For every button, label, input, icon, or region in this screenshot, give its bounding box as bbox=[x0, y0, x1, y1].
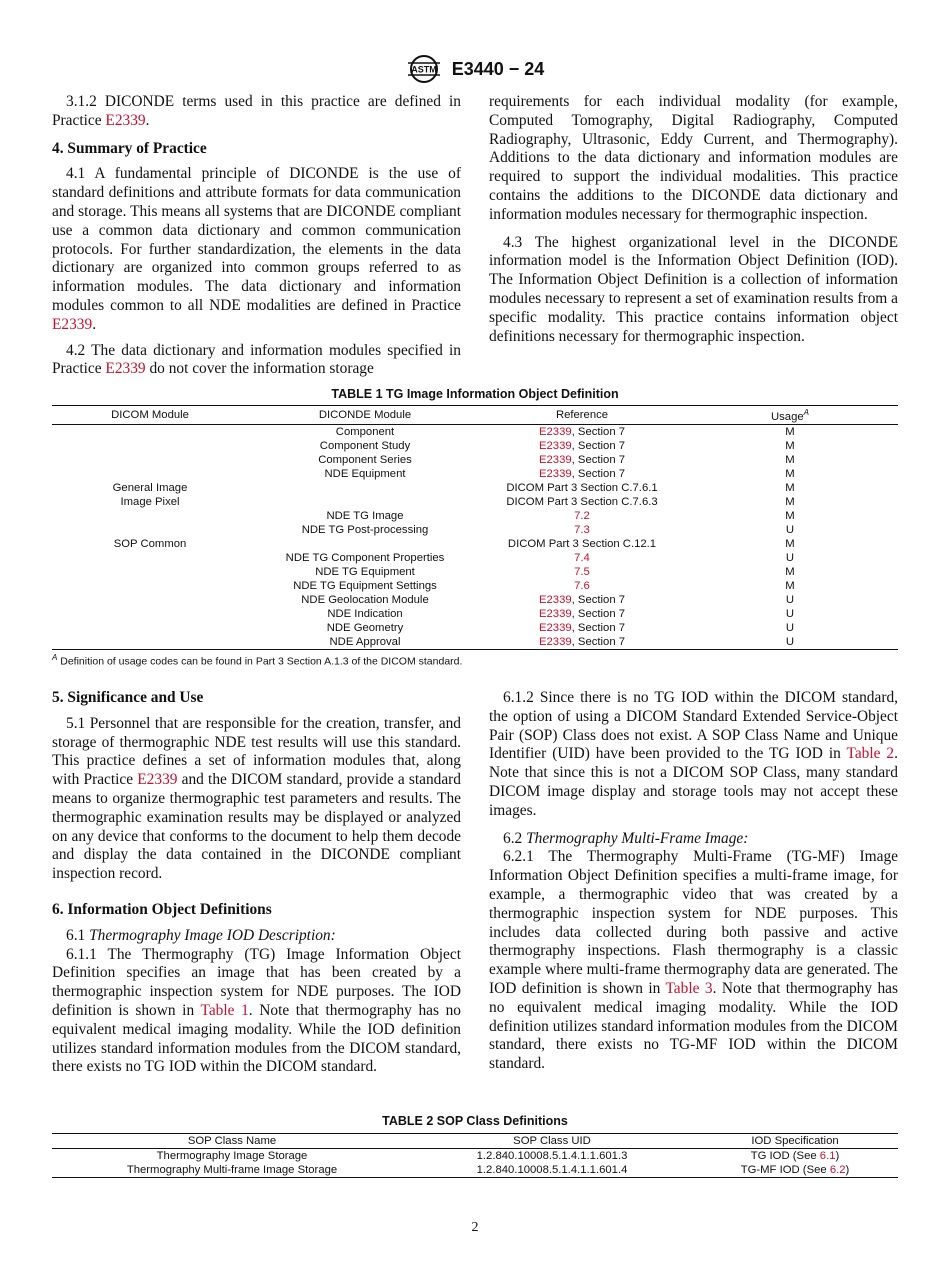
diconde-module-cell: Component bbox=[335, 425, 395, 438]
table-1-row bbox=[52, 509, 898, 523]
dicom-module-cell bbox=[52, 607, 248, 621]
diconde-module-cell bbox=[248, 481, 482, 495]
table-1-header: DICOM Module bbox=[52, 406, 248, 425]
diconde-module-cell: NDE TG Equipment bbox=[315, 565, 415, 578]
reference-link[interactable]: 7.2 bbox=[574, 509, 590, 522]
usage-cell: U bbox=[682, 635, 898, 650]
reference-link[interactable]: 7.3 bbox=[574, 523, 590, 536]
reference-link[interactable]: E2339 bbox=[538, 453, 572, 466]
link-table-3[interactable]: Table 3 bbox=[665, 979, 713, 997]
dicom-module-cell bbox=[52, 565, 248, 579]
link-e2339[interactable]: E2339 bbox=[137, 771, 178, 789]
paragraph-6-1-2: 6.1.2 Since there is no TG IOD within the DICOM standard, the option of using a DICOM Standard Extended Service-Object Pair (SOP) Class does not exist. A SOP Class Name and Unique Identifier (UID) have been provided to the TG IOD in Table 2. Note that since this is not a DICOM SOP Class, many standard DICOM image display and storage tools may not accept these images. bbox=[489, 689, 898, 819]
usage-cell: M bbox=[785, 467, 795, 480]
dicom-module-cell: Image Pixel bbox=[120, 495, 180, 508]
usage-cell: U bbox=[785, 607, 795, 620]
astm-logo-icon bbox=[406, 54, 442, 84]
usage-cell: U bbox=[785, 523, 795, 536]
iod-spec-text: ) bbox=[835, 1150, 840, 1162]
bottom-left-column bbox=[52, 689, 461, 1077]
paragraph-6-1-1: 6.1.1 The Thermography (TG) Image Information Object Definition specifies an image that has been created by a thermographic inspection system for NDE purposes. The IOD definition is shown in Table 1. Note that thermography has no equivalent medical imaging modality. While the IOD definition utilizes standard information modules from the DICOM standard, there exists no TG IOD within the DICOM standard. bbox=[52, 945, 461, 1076]
diconde-module-cell: Component Study bbox=[319, 439, 411, 452]
paragraph-3-1-2: 3.1.2 DICONDE terms used in this practice are defined in Practice E2339. bbox=[52, 93, 461, 129]
link-table-2[interactable]: Table 2 bbox=[846, 745, 895, 763]
paragraph-6-1: 6.1 Thermography Image IOD Description: bbox=[66, 926, 336, 944]
dicom-module-cell bbox=[52, 509, 248, 523]
iod-spec-text: TG IOD (See bbox=[750, 1150, 820, 1162]
top-right-column bbox=[489, 93, 898, 346]
table-1-footnote: $^A$ Definition of usage codes can be found in Part 3 Section A.1.3 of the DICOM standard. bbox=[52, 653, 463, 668]
link-table-1[interactable]: Table 1 bbox=[200, 1001, 249, 1019]
usage-cell: M bbox=[785, 495, 795, 508]
table-1-header: Usage$^A$ bbox=[682, 406, 898, 425]
reference-text: DICOM Part 3 Section C.7.6.1 bbox=[506, 481, 658, 494]
reference-link[interactable]: 7.4 bbox=[574, 551, 590, 564]
table-1-row bbox=[52, 481, 898, 495]
diconde-module-cell: NDE Geometry bbox=[326, 621, 404, 634]
table-2-row bbox=[52, 1163, 898, 1178]
reference-link[interactable]: E2339 bbox=[538, 621, 572, 634]
usage-cell: M bbox=[785, 481, 795, 494]
table-1-row bbox=[52, 523, 898, 537]
page-header bbox=[0, 54, 950, 84]
table-1-row bbox=[52, 439, 898, 453]
table-1-row bbox=[52, 607, 898, 621]
reference-text: , Section 7 bbox=[571, 635, 626, 648]
sop-class-uid-cell: 1.2.840.10008.5.1.4.1.1.601.4 bbox=[412, 1163, 692, 1178]
reference-text: , Section 7 bbox=[571, 453, 626, 466]
sop-class-name-cell: Thermography Image Storage bbox=[156, 1150, 308, 1162]
diconde-module-cell bbox=[248, 495, 482, 509]
table-1-title: TABLE 1 TG Image Information Object Definition bbox=[331, 387, 619, 401]
paragraph-4-2-continued: requirements for each individual modality (for example, Computed Tomography, Digital Radiography, Computed Radiography, Ultrasonic, Eddy Current, and Thermography). Additions to the data dictionary and information modules are required to support the individual modalities. This practice contains the additions to the DICONDE data dictionary and information modules necessary for thermographic inspection. bbox=[489, 93, 898, 223]
diconde-module-cell: NDE TG Equipment Settings bbox=[293, 579, 437, 592]
table-1-row bbox=[52, 635, 898, 650]
dicom-module-cell bbox=[52, 453, 248, 467]
table-1-row bbox=[52, 453, 898, 467]
dicom-module-cell bbox=[52, 439, 248, 453]
reference-text: , Section 7 bbox=[571, 425, 626, 438]
logo-text: ASTM bbox=[410, 64, 437, 75]
table-2-row bbox=[52, 1149, 898, 1164]
reference-link[interactable]: E2339 bbox=[538, 439, 572, 452]
table-1-row bbox=[52, 424, 898, 439]
reference-cell bbox=[482, 453, 682, 467]
diconde-module-cell: NDE TG Component Properties bbox=[285, 551, 445, 564]
reference-text: , Section 7 bbox=[571, 593, 626, 606]
paragraph-5-1: 5.1 Personnel that are responsible for the creation, transfer, and storage of thermographic NDE test results will use this standard. This practice defines a set of information modules that, along with Practice E2339 and the DICOM standard, provide a standard means to organize thermographic test parameters and results. The thermographic examination results may be displayed or analyzed on any device that conforms to the document to help them decode and display the data contained in the DICONDE compliant inspection record. bbox=[52, 714, 461, 883]
reference-link[interactable]: 7.5 bbox=[574, 565, 590, 578]
iod-spec-cell bbox=[692, 1163, 898, 1178]
table-1-row bbox=[52, 593, 898, 607]
dicom-module-cell bbox=[52, 593, 248, 607]
iod-spec-text: TG-MF IOD (See bbox=[740, 1164, 830, 1176]
table-1-row bbox=[52, 495, 898, 509]
section-6-heading: 6. Information Object Definitions bbox=[52, 900, 272, 918]
reference-text: DICOM Part 3 Section C.7.6.3 bbox=[506, 495, 658, 508]
diconde-module-cell: NDE Indication bbox=[327, 607, 403, 620]
dicom-module-cell bbox=[52, 424, 248, 439]
link-e2339[interactable]: E2339 bbox=[105, 360, 146, 378]
table-1-row bbox=[52, 551, 898, 565]
page-number: 2 bbox=[471, 1220, 479, 1235]
reference-link[interactable]: E2339 bbox=[538, 467, 572, 480]
reference-text: , Section 7 bbox=[571, 467, 626, 480]
paragraph-6-2: 6.2 Thermography Multi-Frame Image: bbox=[503, 829, 749, 847]
reference-cell bbox=[482, 424, 682, 439]
table-1-row bbox=[52, 621, 898, 635]
usage-cell: M bbox=[785, 565, 795, 578]
standard-designation: E3440 − 24 bbox=[451, 58, 545, 79]
diconde-module-cell: Component Series bbox=[318, 453, 412, 466]
reference-cell bbox=[482, 467, 682, 481]
reference-cell bbox=[482, 523, 682, 537]
dicom-module-cell bbox=[52, 467, 248, 481]
reference-cell bbox=[482, 579, 682, 593]
sop-class-name-cell: Thermography Multi-frame Image Storage bbox=[52, 1163, 412, 1178]
dicom-module-cell bbox=[52, 621, 248, 635]
paragraph-6-2-1: 6.2.1 The Thermography Multi-Frame (TG-MF) Image Information Object Definition specifies a multi-frame image, for example, a thermographic video that was created by a thermographic inspection system for NDE purposes. This includes data collected during both passive and active thermography inspections. Flash thermography is a classic example where multi-frame thermography data are generated. The IOD definition is shown in Table 3. Note that thermography has no equivalent medical imaging modality. While the IOD definition utilizes standard information modules from the DICOM standard, there exists no TG-MF IOD within the DICOM standard. bbox=[489, 848, 898, 1073]
usage-cell: M bbox=[785, 509, 795, 522]
diconde-module-cell: NDE Equipment bbox=[324, 467, 406, 480]
reference-cell bbox=[482, 621, 682, 635]
reference-link[interactable]: E2339 bbox=[538, 635, 572, 648]
table-1-header: DICONDE Module bbox=[248, 406, 482, 425]
iod-spec-text: ) bbox=[845, 1164, 850, 1176]
reference-cell bbox=[482, 551, 682, 565]
reference-text: , Section 7 bbox=[571, 607, 626, 620]
dicom-module-cell bbox=[52, 635, 248, 650]
table-2-header: IOD Specification bbox=[692, 1134, 898, 1149]
iod-spec-cell bbox=[692, 1149, 898, 1164]
reference-cell bbox=[482, 495, 682, 509]
table-1 bbox=[52, 405, 898, 650]
reference-cell bbox=[482, 481, 682, 495]
usage-cell: U bbox=[785, 621, 795, 634]
reference-link[interactable]: 7.6 bbox=[574, 579, 590, 592]
reference-cell bbox=[482, 635, 682, 650]
reference-text: DICOM Part 3 Section C.12.1 bbox=[507, 537, 657, 550]
usage-cell: M bbox=[785, 579, 795, 592]
reference-link[interactable]: E2339 bbox=[538, 425, 572, 438]
usage-cell: M bbox=[785, 425, 795, 438]
reference-cell bbox=[482, 537, 682, 551]
link-e2339[interactable]: E2339 bbox=[105, 111, 146, 129]
usage-cell: M bbox=[785, 453, 795, 466]
table-2 bbox=[52, 1133, 898, 1178]
usage-cell: U bbox=[785, 593, 795, 606]
reference-cell bbox=[482, 509, 682, 523]
usage-cell: M bbox=[785, 537, 795, 550]
table-1-row bbox=[52, 565, 898, 579]
table-1-row bbox=[52, 579, 898, 593]
reference-cell bbox=[482, 565, 682, 579]
section-4-heading: 4. Summary of Practice bbox=[52, 139, 207, 157]
dicom-module-cell bbox=[52, 551, 248, 565]
usage-cell: M bbox=[785, 439, 795, 452]
bottom-right-column bbox=[489, 689, 898, 1074]
dicom-module-cell bbox=[52, 579, 248, 593]
dicom-module-cell bbox=[52, 523, 248, 537]
reference-text: , Section 7 bbox=[571, 439, 626, 452]
reference-cell bbox=[482, 593, 682, 607]
iod-spec-link[interactable]: 6.2 bbox=[829, 1164, 846, 1176]
dicom-module-cell: General Image bbox=[112, 481, 188, 494]
diconde-module-cell: NDE Geolocation Module bbox=[301, 593, 429, 606]
reference-link[interactable]: E2339 bbox=[538, 607, 572, 620]
table-2-header: SOP Class Name bbox=[52, 1134, 412, 1149]
reference-text: , Section 7 bbox=[571, 621, 626, 634]
sop-class-uid-cell: 1.2.840.10008.5.1.4.1.1.601.3 bbox=[476, 1150, 628, 1162]
reference-cell bbox=[482, 607, 682, 621]
reference-link[interactable]: E2339 bbox=[538, 593, 572, 606]
paragraph-4-1: 4.1 A fundamental principle of DICONDE is the use of standard definitions and attribute formats for data communication and storage. This means all systems that are DICONDE compliant use a common data dictionary and common communication protocols. For further standardization, the elements in the data dictionary are organized into common groups referred to as information modules. The data dictionary and information modules common to all NDE modalities are defined in Practice E2339. bbox=[52, 165, 461, 333]
top-left-column bbox=[52, 93, 461, 379]
reference-cell bbox=[482, 439, 682, 453]
diconde-module-cell: NDE Approval bbox=[248, 635, 482, 650]
table-1-header: Reference bbox=[482, 406, 682, 425]
table-2-title: TABLE 2 SOP Class Definitions bbox=[382, 1114, 568, 1128]
table-1-row bbox=[52, 467, 898, 481]
diconde-module-cell: NDE TG Image bbox=[326, 509, 404, 522]
diconde-module-cell bbox=[248, 537, 482, 551]
section-5-heading: 5. Significance and Use bbox=[52, 689, 204, 706]
usage-cell: U bbox=[785, 551, 795, 564]
diconde-module-cell: NDE TG Post-processing bbox=[301, 523, 429, 536]
table-2-header: SOP Class UID bbox=[412, 1134, 692, 1149]
dicom-module-cell: SOP Common bbox=[113, 537, 187, 550]
paragraph-4-3: 4.3 The highest organizational level in the DICONDE information model is the Information Object Definition (IOD). The Information Object Definition is a collection of information modules necessary to represent a set of examination results from a specific modality. This practice contains information object definitions necessary for thermographic inspection. bbox=[489, 233, 898, 345]
link-e2339[interactable]: E2339 bbox=[52, 315, 93, 333]
paragraph-4-2: 4.2 The data dictionary and information modules specified in Practice E2339 do not cover the information storage bbox=[52, 341, 461, 378]
iod-spec-link[interactable]: 6.1 bbox=[819, 1150, 836, 1162]
table-1-row bbox=[52, 537, 898, 551]
